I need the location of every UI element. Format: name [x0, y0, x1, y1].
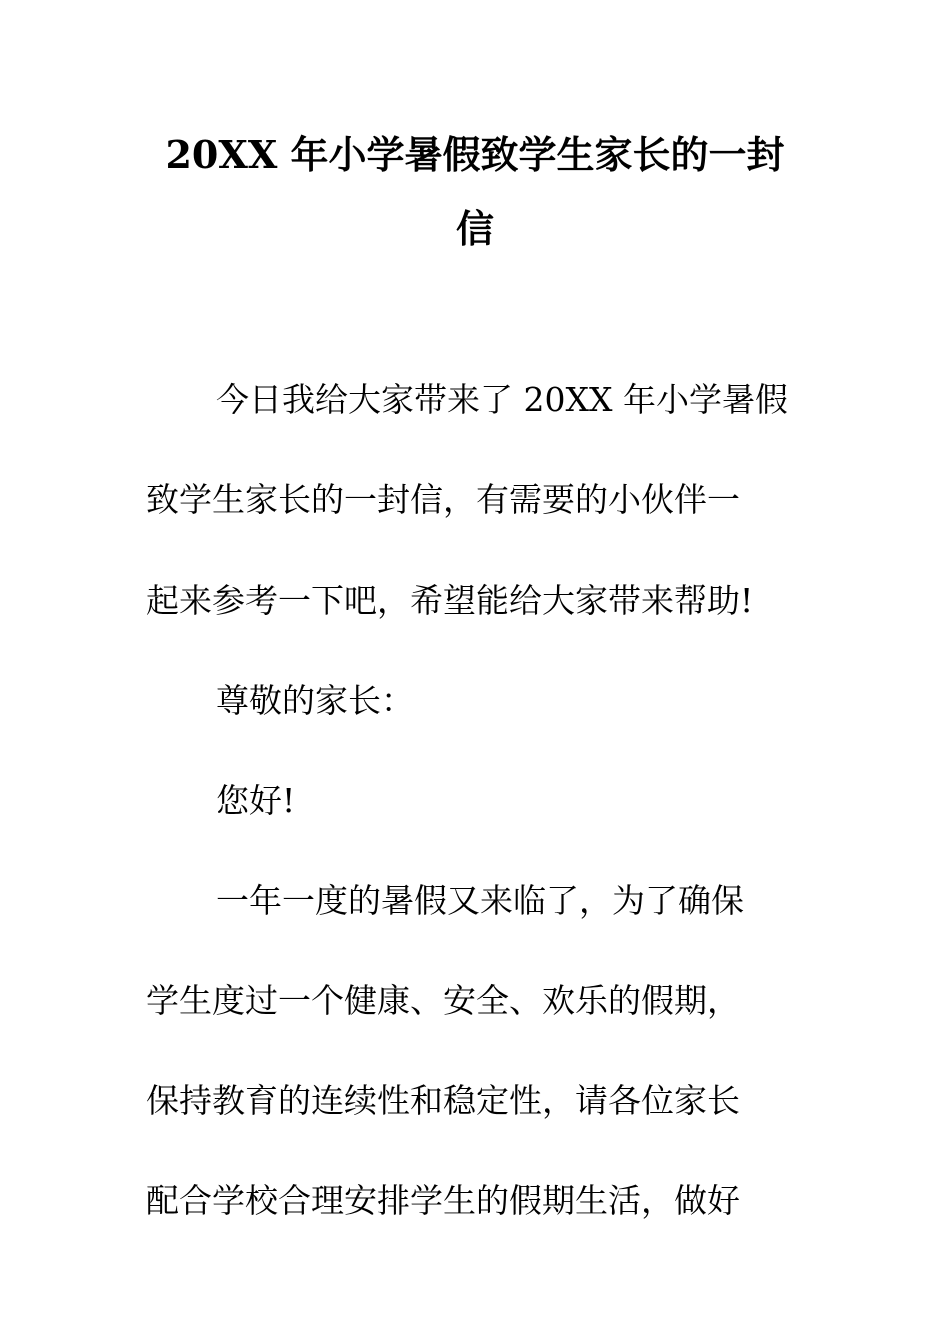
body-line-1: 今日我给大家带来了 20XX 年小学暑假	[216, 380, 788, 419]
body-line-3: 起来参考一下吧，希望能给大家带来帮助!	[146, 581, 754, 620]
document-title-line-1: 20XX 年小学暑假致学生家长的一封	[165, 132, 785, 177]
body-line-2: 致学生家长的一封信，有需要的小伙伴一	[146, 480, 740, 519]
body-line-9: 配合学校合理安排学生的假期生活，做好	[146, 1181, 740, 1220]
body-line-6: 一年一度的暑假又来临了，为了确保	[216, 881, 744, 920]
body-line-8: 保持教育的连续性和稳定性，请各位家长	[146, 1081, 740, 1120]
body-line-7: 学生度过一个健康、安全、欢乐的假期，	[146, 981, 740, 1020]
greeting: 您好!	[216, 781, 296, 820]
salutation: 尊敬的家长：	[216, 681, 414, 720]
document-title-line-2: 信	[455, 206, 494, 251]
